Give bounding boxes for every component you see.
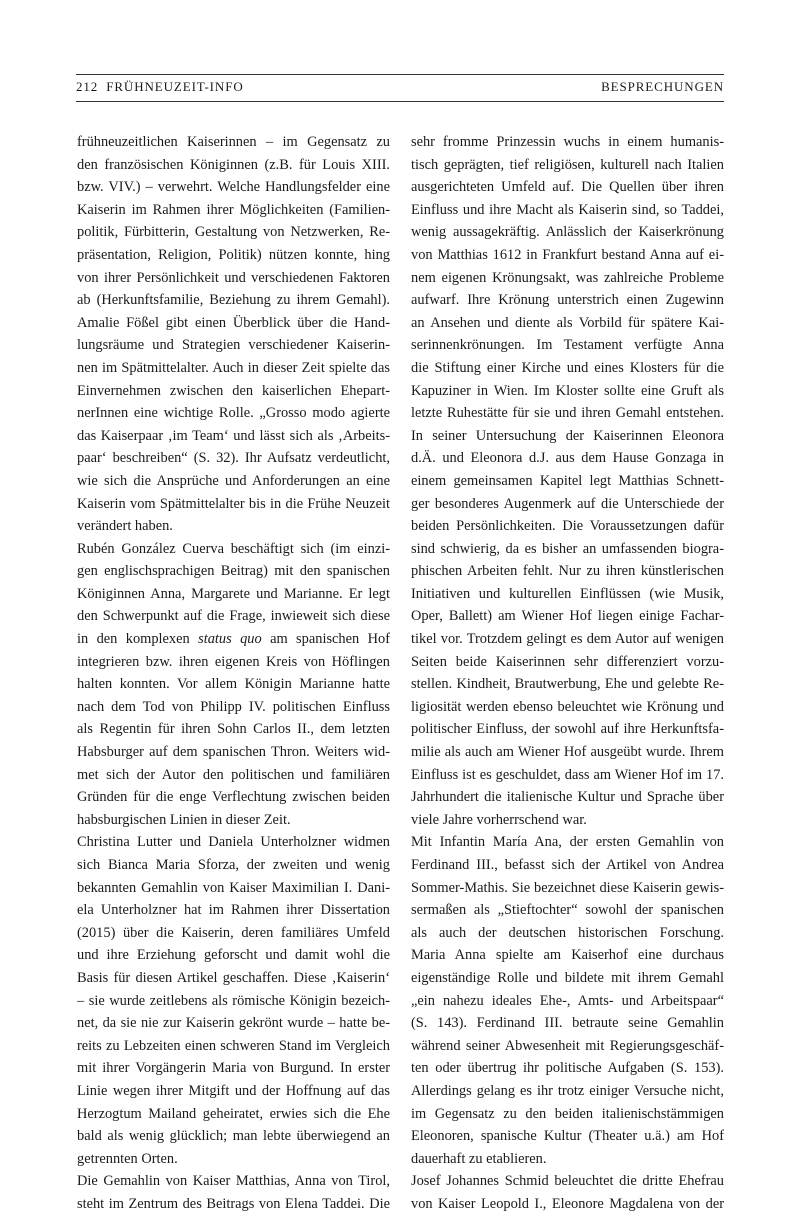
text-line: sind schwierig, da es bisher an umfassenden biogra- xyxy=(411,540,724,557)
text-line: integrieren bzw. ihren eigenen Kreis von Höflingen xyxy=(77,653,390,670)
text-line: nen im Spätmittelalter. Auch in dieser Zeit spielte das xyxy=(77,359,390,376)
text-line: Habsburger auf dem spanischen Thron. Weiters wid- xyxy=(77,744,390,761)
text-line: Die Gemahlin von Kaiser Matthias, Anna von Tirol, xyxy=(77,1173,390,1190)
text-line: getrennten Orten. xyxy=(77,1150,178,1167)
text-line: milie als auch am Wiener Hof ausgeübt wurde. Ihrem xyxy=(411,744,724,761)
text-line: eigenständige Rolle und bildete mit ihrem Gemahl xyxy=(411,969,724,986)
text-line: reits zu Lebzeiten einen schweren Stand im Vergleich xyxy=(77,1037,390,1054)
page-number: 212 xyxy=(76,79,99,94)
text-line: stellen. Kindheit, Brautwerbung, Ehe und gelebte Re- xyxy=(411,676,724,693)
text-line: Einvernehmen zwischen den kaiserlichen Ehepart- xyxy=(77,382,390,399)
text-line: Mit Infantin María Ana, der ersten Gemahlin von xyxy=(411,834,724,851)
text-line: tisch geprägten, tief religiösen, kulturell nach Italien xyxy=(411,156,724,173)
text-line: (S. 143). Ferdinand III. betraute seine Gemahlin xyxy=(411,1015,724,1032)
text-line: im Gegensatz zu den beiden italienischstämmigen xyxy=(411,1105,724,1122)
text-line: net, da sie nie zur Kaiserin gekrönt wurde – hatte be- xyxy=(77,1015,390,1032)
header-top-rule xyxy=(76,74,724,75)
text-line: serinnenkrönungen. Im Testament verfügte Anna xyxy=(411,337,724,354)
text-line: präsentation, Religion, Politik) nützen konnte, hing xyxy=(77,246,390,263)
text-line: aufwarf. Ihre Krönung unterstrich einen Zugewinn xyxy=(411,292,724,309)
left-text-column xyxy=(77,131,390,1216)
header-bottom-rule xyxy=(76,101,724,102)
text-line: phischen Arbeiten fehlt. Nur zu ihren künstlerischen xyxy=(411,563,724,580)
text-line: sermaßen als „Stieftochter“ sowohl der spanischen xyxy=(411,902,724,919)
text-line: Rubén González Cuerva beschäftigt sich (im einzi- xyxy=(77,540,390,557)
text-line: ger besonderes Augenmerk auf die Unterschiede der xyxy=(411,495,724,512)
text-line: den Schwerpunkt auf die Frage, inwieweit sich diese xyxy=(77,608,390,625)
text-line: ten oder übertrug ihr politische Aufgaben (S. 153). xyxy=(411,1060,724,1077)
text-line: ausgerichteten Umfeld auf. Die Quellen über ihren xyxy=(411,179,724,196)
text-line: sehr fromme Prinzessin wuchs in einem humanis- xyxy=(411,134,724,150)
text-line: Gründen für die enge Verflechtung zwischen beiden xyxy=(77,789,390,806)
header-left xyxy=(76,79,244,95)
italic-term: status quo xyxy=(198,631,262,648)
text-line: verändert haben. xyxy=(77,518,173,535)
running-header xyxy=(76,79,724,101)
text-line: met sich der Autor den politischen und familiären xyxy=(77,766,390,783)
text-line: Kaiserin im Rahmen ihrer Möglichkeiten (Familien- xyxy=(77,201,390,218)
text-line: Christina Lutter und Daniela Unterholzner widmen xyxy=(77,834,390,851)
journal-title: FRÜHNEUZEIT-INFO xyxy=(106,79,244,94)
text-line: habsburgischen Linien in dieser Zeit. xyxy=(77,811,291,828)
text-line: nem eigenen Krönungsakt, was zahlreiche Probleme xyxy=(411,269,724,286)
text-line: Herzogtum Mailand geheiratet, erwies sich die Ehe xyxy=(77,1105,390,1122)
text-line: bald als wenig glücklich; man lebte überwiegend an xyxy=(77,1128,390,1145)
text-line: Maria Anna spielte am Kaiserhof eine durchaus xyxy=(411,947,724,964)
text-line: In seiner Untersuchung der Kaiserinnen Eleonora xyxy=(411,427,724,444)
text-line: nerInnen eine wichtige Rolle. „Grosso modo agierte xyxy=(77,405,390,422)
text-line: Kaiserin vom Spätmittelalter bis in die Frühe Neuzeit xyxy=(77,495,390,512)
text-line: lungsräume und Strategien verschiedener Kaiserin- xyxy=(77,337,390,354)
text-line: Initiativen und kulturellen Einflüssen (wie Musik, xyxy=(411,585,724,602)
text-line: steht im Zentrum des Beitrags von Elena Taddei. Die xyxy=(77,1195,390,1212)
text-line: Einfluss ist es geschuldet, dass am Wiener Hof im 17. xyxy=(411,766,724,783)
text-line: von Kaiser Leopold I., Eleonore Magdalena von der xyxy=(411,1195,724,1212)
text-line: (2015) über die Kaiserin, deren familiäres Umfeld xyxy=(77,924,390,941)
text-line: das Kaiserpaar ‚im Team‘ und lässt sich als ‚Arbeits- xyxy=(77,427,390,444)
text-line: als auch der deutschen historischen Forschung. xyxy=(411,924,724,941)
text-line: bzw. VIV.) – verwehrt. Welche Handlungsfelder eine xyxy=(77,179,390,196)
text-line: bekannten Gemahlin von Kaiser Maximilian I. Dani- xyxy=(77,879,390,896)
text-line: Oper, Ballett) am Wiener Hof liegen einige Fachar- xyxy=(411,608,724,625)
text-line: Allerdings gelang es ihr trotz einiger Versuche nicht, xyxy=(411,1082,724,1099)
text-line: Basis für diesen Artikel geschaffen. Diese ‚Kaiserin‘ xyxy=(77,969,390,986)
text-line: Seiten beide Kaiserinnen sehr differenziert vorzu- xyxy=(411,653,724,670)
text-line: politischer Einfluss, der sowohl auf ihre Herkunftsfa- xyxy=(411,721,724,738)
text-line: wie sich die Ansprüche und Anforderungen an eine xyxy=(77,472,390,489)
text-line: paar‘ beschreiben“ (S. 32). Ihr Aufsatz verdeutlicht, xyxy=(77,450,390,467)
text-line: Sommer-Mathis. Sie bezeichnet diese Kaiserin gewis- xyxy=(411,879,724,896)
text-line: während seiner Abwesenheit mit Regierungsgeschäf- xyxy=(411,1037,724,1054)
text-line: und ihre Erziehung geforscht und damit wohl die xyxy=(77,947,390,964)
text-line: – sie wurde zeitlebens als römische Königin bezeich- xyxy=(77,992,390,1009)
text-line: Jahrhundert die italienische Kultur und Sprache über xyxy=(411,789,724,806)
right-text-column xyxy=(411,131,724,1216)
text-line: Linie wegen ihrer Mitgift und der Hoffnung auf das xyxy=(77,1082,390,1099)
text-line: ab (Herkunftsfamilie, Beziehung zu ihrem Gemahl). xyxy=(77,292,390,309)
text-line: nach dem Tod von Philipp IV. politischen Einfluss xyxy=(77,698,390,715)
text-line: ligiosität werden ebenso beleuchtet wie Krönung und xyxy=(411,698,724,715)
text-line: einem gemeinsamen Kapitel legt Matthias Schnett- xyxy=(411,472,724,489)
text-line: frühneuzeitlichen Kaiserinnen – im Gegensatz zu xyxy=(77,134,390,150)
text-line: sich Bianca Maria Sforza, der zweiten und wenig xyxy=(77,857,390,873)
text-line: viele Jahre vorherrschend war. xyxy=(411,811,587,828)
text-line: ela Unterholzner hat im Rahmen ihrer Dissertation xyxy=(77,902,390,919)
text-line: beiden Persönlichkeiten. Die Voraussetzungen dafür xyxy=(411,518,724,535)
text-line: von Matthias 1612 in Frankfurt bestand Anna auf ei- xyxy=(411,246,724,263)
text-line: als Regentin für ihren Sohn Carlos II., dem letzten xyxy=(77,721,390,738)
text-line: „ein nahezu ideales Ehe-, Amts- und Arbeitspaar“ xyxy=(411,992,724,1009)
text-line: Einfluss und ihre Macht als Kaiserin sind, so Taddei, xyxy=(411,201,724,218)
text-line: dauerhaft zu etablieren. xyxy=(411,1150,547,1167)
text-line: Königinnen Anna, Margarete und Marianne. Er legt xyxy=(77,585,390,602)
text-line: halten konnten. Vor allem Königin Marianne hatte xyxy=(77,676,390,693)
text-line: letzte Ruhestätte für sie und ihren Gemahl entstehen. xyxy=(411,405,724,422)
text-line: Kapuziner in Wien. Im Kloster sollte eine Gruft als xyxy=(411,382,724,399)
text-line: wenig aussagekräftig. Anlässlich der Kaiserkrönung xyxy=(411,224,724,241)
text-line: an Ansehen und diente als Vorbild für spätere Kai- xyxy=(411,314,724,331)
text-line: politik, Fürbitterin, Gestaltung von Netzwerken, Re- xyxy=(77,224,390,241)
text-line: tikel vor. Trotzdem gelingt es dem Autor auf wenigen xyxy=(411,631,724,648)
text-line: Eleonoren, spanische Kultur (Theater u.ä.) am Hof xyxy=(411,1128,724,1145)
text-line: den französischen Königinnen (z.B. für Louis XIII. xyxy=(77,156,390,173)
text-segment: am spanischen Hof xyxy=(261,631,390,648)
text-line: mit ihrer Vorgängerin Maria von Burgund. In erster xyxy=(77,1060,390,1077)
text-line: Ferdinand III., befasst sich der Artikel von Andrea xyxy=(411,857,724,873)
text-segment: in den komplexen xyxy=(77,631,199,648)
text-line: Josef Johannes Schmid beleuchtet die dritte Ehefrau xyxy=(411,1173,724,1190)
text-line xyxy=(77,628,390,651)
text-line: Amalie Fößel gibt einen Überblick über die Hand- xyxy=(77,314,390,331)
text-line: gen englischsprachigen Beitrag) mit den spanischen xyxy=(77,563,390,580)
section-title: BESPRECHUNGEN xyxy=(601,79,724,94)
text-line: von ihrer Persönlichkeit und verschiedenen Faktoren xyxy=(77,269,390,286)
text-line: die Stiftung einer Kirche und eines Klosters für die xyxy=(411,359,724,376)
text-line: d.Ä. und Eleonora d.J. aus dem Hause Gonzaga in xyxy=(411,450,724,467)
